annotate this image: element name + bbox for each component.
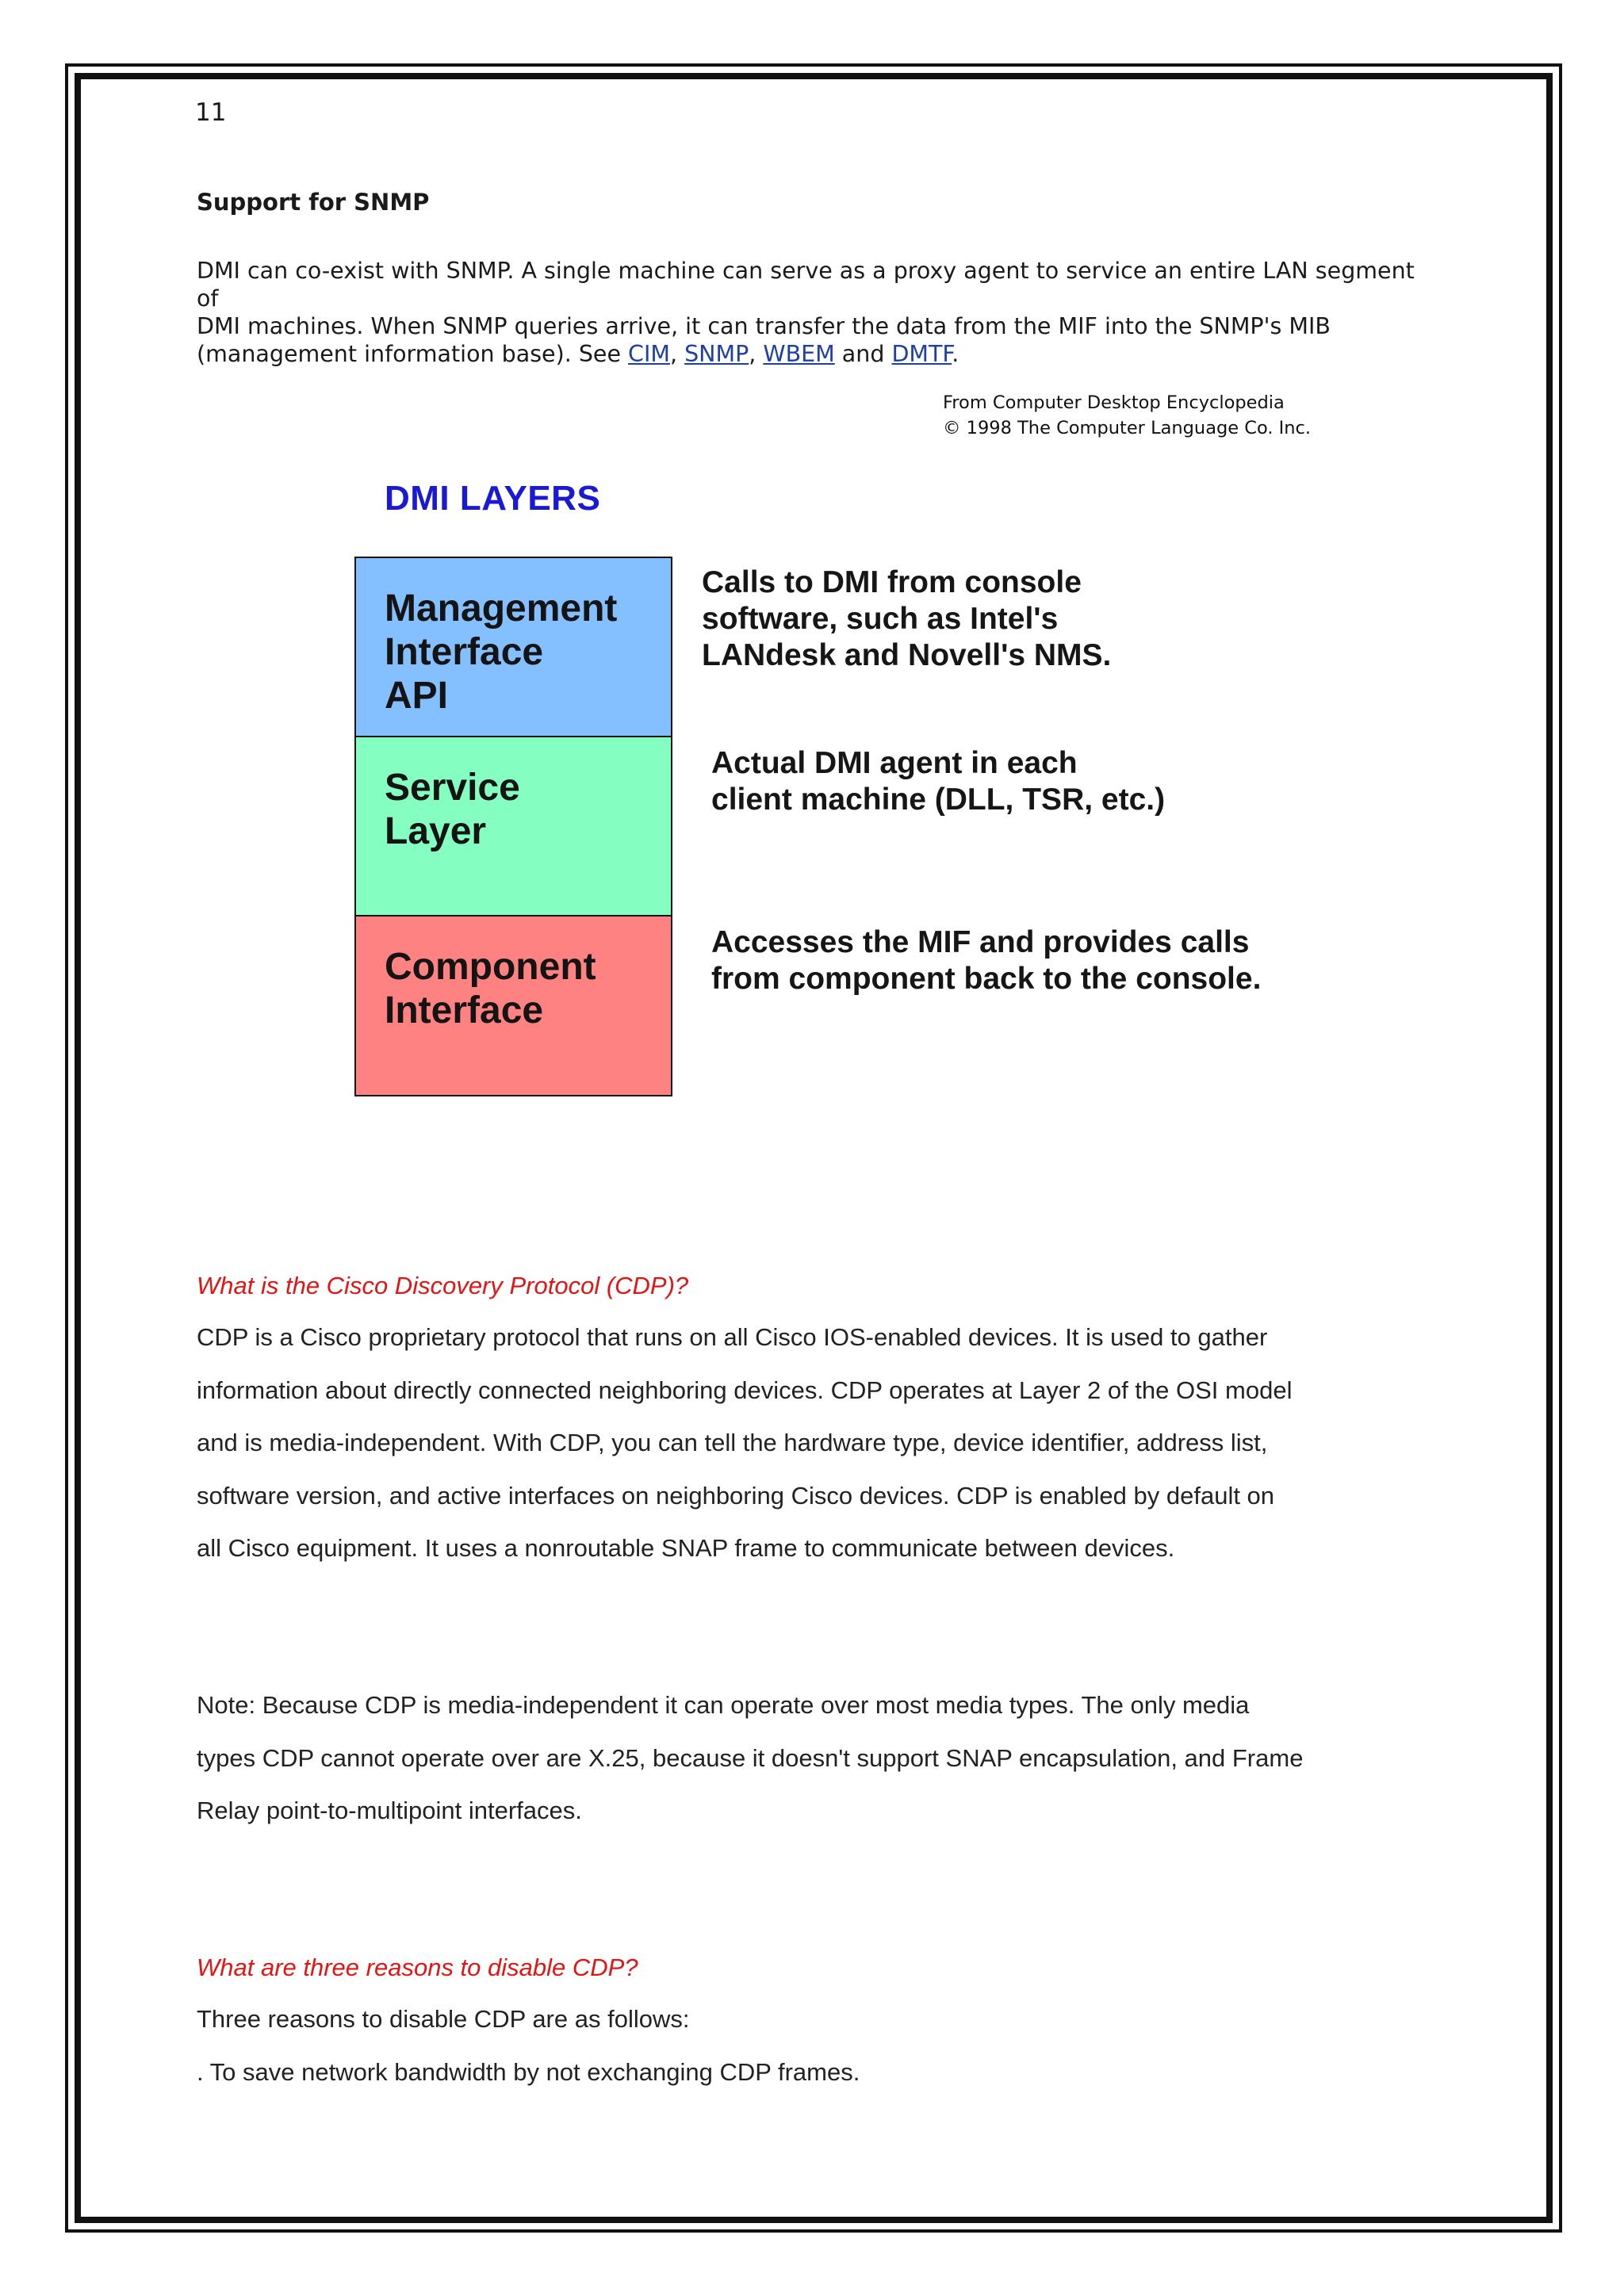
separator: ,	[669, 341, 685, 367]
list-item: . To save network bandwidth by not exchanging CDP frames.	[197, 2057, 860, 2086]
layer-component-interface	[354, 915, 672, 1096]
disable-cdp-answer	[197, 1993, 1442, 2099]
intro-line: DMI can co-exist with SNMP. A single machine can serve as a proxy agent to service an entire LAN segment of	[197, 258, 1415, 312]
layer-label-line: API	[385, 675, 449, 717]
description-line: LANdesk and Novell's NMS.	[702, 638, 1112, 672]
cdp-note-paragraph	[197, 1679, 1442, 1838]
paragraph-line: CDP is a Cisco proprietary protocol that runs on all Cisco IOS-enabled devices. It is used to gather	[197, 1323, 1268, 1351]
paragraph-line: Note: Because CDP is media-independent it can operate over most media types. The only media	[197, 1691, 1250, 1719]
credit-line: © 1998 The Computer Language Co. Inc.	[943, 418, 1312, 438]
link-cim[interactable]: CIM	[628, 341, 670, 367]
separator: and	[834, 341, 892, 367]
paragraph-line: software version, and active interfaces on neighboring Cisco devices. CDP is enabled by default on	[197, 1481, 1275, 1510]
layer-label	[385, 945, 596, 1032]
layer-label-line: Interface	[385, 989, 544, 1031]
layer-label	[385, 766, 520, 853]
paragraph-line: all Cisco equipment. It uses a nonroutable SNAP frame to communicate between devices.	[197, 1534, 1175, 1562]
question-heading-cdp: What is the Cisco Discovery Protocol (CDP)?	[197, 1272, 689, 1299]
question-heading-disable-cdp: What are three reasons to disable CDP?	[197, 1954, 638, 1981]
paragraph-line: types CDP cannot operate over are X.25, because it doesn't support SNAP encapsulation, and Frame	[197, 1743, 1304, 1772]
intro-line	[197, 340, 1434, 368]
dmi-intro-paragraph	[197, 257, 1434, 368]
end-punctuation: .	[952, 341, 959, 367]
layer-label-line: Service	[385, 767, 520, 809]
layer-service-layer	[354, 736, 672, 916]
layer-description-service	[711, 745, 1165, 818]
link-dmtf[interactable]: DMTF	[891, 341, 952, 367]
layer-label-line: Interface	[385, 631, 544, 673]
link-snmp[interactable]: SNMP	[684, 341, 749, 367]
layer-label-line: Component	[385, 946, 596, 988]
separator: ,	[749, 341, 764, 367]
diagram-title: DMI LAYERS	[385, 479, 601, 518]
paragraph-line: information about directly connected neighboring devices. CDP operates at Layer 2 of the OSI model	[197, 1376, 1293, 1404]
layer-description-management	[702, 564, 1111, 674]
description-line: Calls to DMI from console	[702, 565, 1082, 599]
diagram-credit	[943, 390, 1311, 441]
credit-line: From Computer Desktop Encyclopedia	[943, 392, 1285, 413]
page-border-inner	[75, 73, 1553, 2223]
page-number: 11	[195, 98, 227, 127]
intro-line-text: (management information base). See	[197, 341, 629, 367]
cdp-answer-paragraph	[197, 1311, 1442, 1575]
layer-description-component	[711, 924, 1261, 997]
description-line: client machine (DLL, TSR, etc.)	[711, 783, 1166, 817]
description-line: from component back to the console.	[711, 962, 1262, 996]
description-line: software, such as Intel's	[702, 602, 1059, 636]
paragraph-line: Relay point-to-multipoint interfaces.	[197, 1797, 582, 1824]
layer-management-interface-api	[354, 557, 672, 737]
paragraph-line: and is media-independent. With CDP, you can tell the hardware type, device identifier, address list,	[197, 1429, 1268, 1456]
paragraph-line: Three reasons to disable CDP are as follows:	[197, 2005, 690, 2033]
intro-line: DMI machines. When SNMP queries arrive, it can transfer the data from the MIF into the SNMP's MIB	[197, 313, 1331, 339]
section-heading-snmp: Support for SNMP	[197, 189, 430, 216]
description-line: Actual DMI agent in each	[711, 746, 1078, 780]
link-wbem[interactable]: WBEM	[763, 341, 835, 367]
description-line: Accesses the MIF and provides calls	[711, 925, 1250, 959]
layer-label-line: Layer	[385, 810, 487, 852]
layer-label	[385, 587, 617, 718]
layer-label-line: Management	[385, 587, 618, 629]
